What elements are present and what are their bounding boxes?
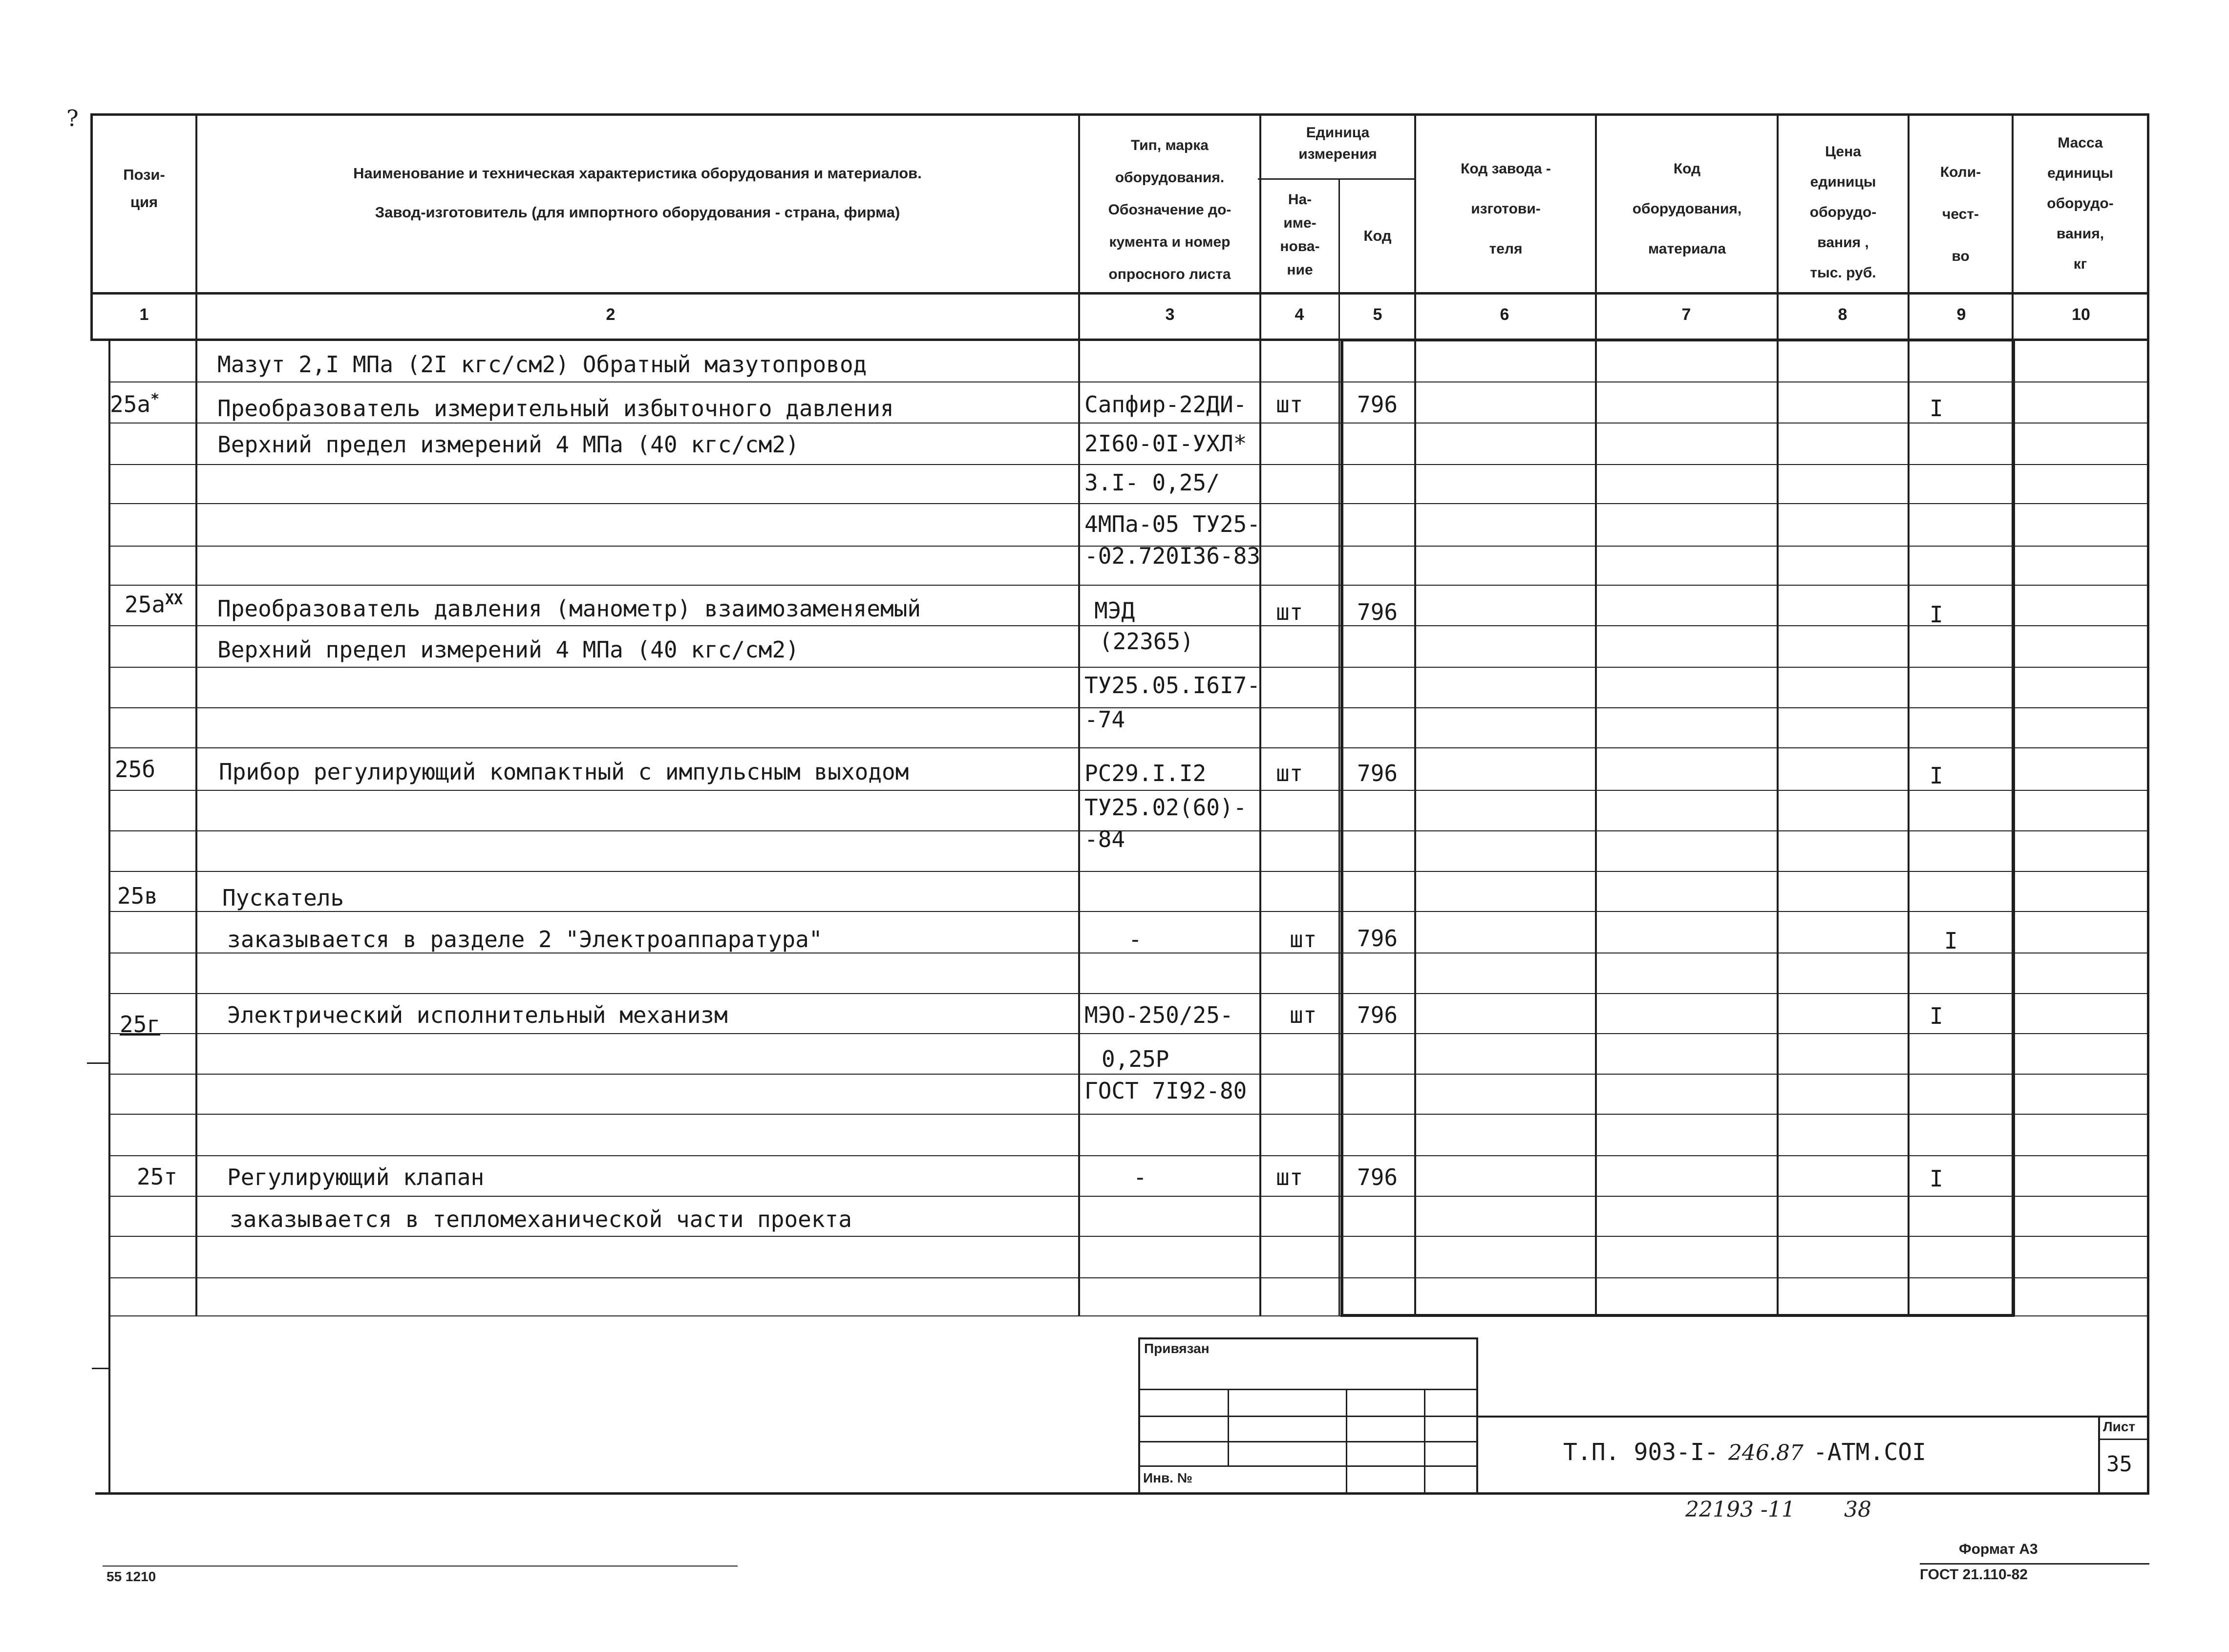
col-divider-3 [1259, 113, 1261, 1316]
sheet-label: Лист [2103, 1419, 2136, 1434]
item-name: Верхний предел измерений 4 МПа (40 кгс/см2) [217, 636, 799, 663]
item-type: -74 [1084, 706, 1125, 733]
col-number: 10 [2072, 305, 2090, 324]
item-unit-code: 796 [1357, 925, 1398, 952]
item-type: -02.720I36-83 [1084, 543, 1261, 569]
row-line [110, 1277, 2149, 1278]
col-divider-6 [1595, 113, 1597, 1316]
table-top-border [90, 113, 2149, 116]
header-equipment-line: Код [1673, 161, 1701, 177]
header-type-line: кумента и номер [1109, 234, 1231, 250]
corner-mark: ? [66, 105, 79, 131]
item-type: (22365) [1099, 628, 1194, 655]
col-number: 4 [1295, 305, 1304, 324]
col-divider-5 [1414, 113, 1416, 1316]
unit-group-divider [1258, 178, 1416, 180]
item-type: ГОСТ 7I92-80 [1084, 1078, 1247, 1104]
row-line [110, 1114, 2149, 1115]
col-divider-8 [1908, 113, 1910, 1316]
item-quantity: I [1930, 395, 1943, 422]
header-price-line: Цена [1825, 144, 1861, 160]
col-number: 2 [606, 305, 616, 324]
item-type: - [1128, 926, 1142, 953]
header-mass-line: оборудо- [2047, 195, 2114, 212]
item-type: 4МПа-05 ТУ25- [1084, 511, 1261, 537]
document-designation [1563, 1439, 1926, 1466]
doc-prefix: Т.П. 903-I- [1563, 1439, 1719, 1466]
position-25b: 25б [115, 756, 156, 783]
header-name [198, 154, 1077, 232]
position-label: 25а [125, 591, 166, 618]
col-number: 3 [1165, 305, 1175, 324]
item-unit-code: 796 [1357, 1164, 1398, 1190]
position-25t: 25т [137, 1164, 178, 1190]
stamp-line [1228, 1389, 1229, 1467]
header-unit-name-line: На- [1288, 191, 1312, 208]
header-position-line: Пози- [123, 166, 165, 183]
item-unit-code: 796 [1357, 599, 1398, 625]
position-label: 25а [110, 391, 151, 418]
position-25v: 25в [117, 883, 158, 909]
frame-left-line [90, 113, 93, 341]
sheet-box-line [2098, 1416, 2100, 1494]
privyazan-label: Привязан [1144, 1341, 1210, 1356]
position-25a-xx [125, 591, 183, 617]
header-equipment-code [1597, 149, 1777, 269]
header-unit-line: измерения [1298, 146, 1377, 162]
item-unit: шт [1276, 760, 1303, 786]
row-line [110, 830, 2149, 831]
item-quantity: I [1930, 1003, 1943, 1029]
header-type-line: Обозначение до- [1108, 202, 1231, 218]
item-name: Преобразователь давления (манометр) взаимозаменяемый [217, 595, 921, 622]
col-divider-4 [1338, 178, 1340, 1316]
item-unit-code: 796 [1357, 1002, 1398, 1028]
footer-line [1920, 1563, 2149, 1565]
stamp-line [1138, 1441, 1478, 1442]
stamp-line [1424, 1389, 1425, 1494]
item-quantity: I [1930, 762, 1943, 789]
item-type: Сапфир-22ДИ- [1084, 391, 1247, 418]
stamp-line [1138, 1389, 1478, 1390]
header-factory-code [1417, 149, 1595, 269]
position-mark: XX [165, 591, 183, 608]
gost-label: ГОСТ 21.110-82 [1920, 1567, 2028, 1583]
item-quantity: I [1930, 601, 1943, 628]
position-mark: * [150, 391, 160, 408]
row-line [110, 1196, 2149, 1197]
handwritten-number: 22193 -11 [1685, 1497, 1795, 1522]
item-name: Регулирующий клапан [227, 1164, 485, 1190]
row-line [110, 1033, 2149, 1034]
header-mass-line: кг [2073, 256, 2087, 272]
col-number: 9 [1956, 305, 1966, 324]
header-quantity [1910, 151, 2012, 277]
header-unit-name-line: нова- [1280, 238, 1320, 254]
handwritten-page: 38 [1844, 1497, 1871, 1522]
row-line [110, 625, 2149, 626]
header-price-line: вания , [1817, 234, 1869, 251]
header-position [93, 161, 195, 216]
header-price-line: единицы [1810, 174, 1876, 190]
row-line [110, 993, 2149, 994]
item-type: МЭО-250/25- [1084, 1002, 1233, 1028]
header-factory-line: Код завода - [1461, 161, 1551, 177]
item-type: 3.I- 0,25/ [1084, 469, 1220, 496]
header-name-line: Наименование и техническая характеристика оборудования и материалов. [353, 165, 922, 182]
margin-tick [92, 1368, 109, 1369]
item-type: ТУ25.05.I6I7- [1084, 672, 1261, 699]
header-equipment-line: материала [1648, 241, 1726, 257]
position-25g: 25г [120, 1011, 161, 1038]
item-unit: шт [1276, 1164, 1303, 1190]
footer-line-left [103, 1566, 738, 1567]
row-line [110, 747, 2149, 748]
position-25a [110, 391, 159, 417]
frame-bottom-line [95, 1492, 2149, 1495]
item-unit: шт [1290, 1002, 1317, 1028]
header-position-line: ция [130, 193, 158, 211]
row-line [110, 667, 2149, 668]
header-bottom-line [90, 292, 2149, 295]
item-quantity: I [1944, 928, 1958, 954]
row-line [110, 1074, 2149, 1075]
item-type: 2I60-0I-УХЛ* [1084, 430, 1247, 457]
item-type: МЭД [1094, 597, 1135, 624]
item-type: ТУ25.02(60)- [1084, 794, 1247, 821]
item-name: Прибор регулирующий компактный с импульсным выходом [219, 759, 909, 785]
stamp-line [1138, 1416, 1478, 1417]
header-quantity-line: во [1952, 248, 1970, 264]
header-price-line: тыс. руб. [1810, 265, 1876, 281]
col-number: 1 [139, 305, 149, 324]
row-line [110, 790, 2149, 791]
frame-right-line [2147, 113, 2149, 1495]
body-left-thick [1340, 339, 1343, 1316]
stamp-line [1138, 1337, 1140, 1494]
header-factory-line: изготови- [1471, 201, 1541, 217]
stamp-line [1346, 1389, 1347, 1494]
col-number: 7 [1681, 305, 1691, 324]
header-unit-name-line: ние [1287, 262, 1313, 278]
item-unit-code: 796 [1357, 391, 1398, 418]
frame-left-line-lower [108, 339, 110, 1494]
header-unit-group [1261, 122, 1414, 165]
header-equipment-line: оборудования, [1632, 201, 1742, 217]
header-type-line: Тип, марка [1131, 137, 1209, 153]
item-unit: шт [1276, 599, 1303, 625]
header-mass [2014, 128, 2147, 279]
stamp-line [1478, 1416, 2147, 1418]
body-bottom-thick [1340, 1314, 2015, 1317]
row-line [110, 585, 2149, 586]
item-name: Пускатель [222, 885, 344, 911]
header-type [1081, 129, 1259, 291]
inventory-number-label: Инв. № [1143, 1470, 1193, 1485]
col-divider-1 [195, 113, 197, 1316]
row-line [110, 871, 2149, 872]
item-name: Верхний предел измерений 4 МПа (40 кгс/см2) [217, 431, 799, 458]
sheet-number: 35 [2106, 1452, 2132, 1477]
item-name: Электрический исполнительный механизм [227, 1002, 728, 1028]
doc-suffix: -АТМ.СОI [1813, 1439, 1927, 1466]
item-name: Преобразователь измерительный избыточного давления [217, 395, 894, 422]
header-quantity-line: чест- [1942, 206, 1979, 222]
header-quantity-line: Коли- [1940, 164, 1981, 180]
header-unit-code: Код [1363, 227, 1392, 244]
item-type: -84 [1084, 826, 1125, 852]
item-name: заказывается в разделе 2 "Электроаппаратура" [227, 926, 823, 953]
sheet-box-line [2098, 1439, 2147, 1440]
stamp-line [1138, 1337, 1478, 1339]
item-type: РС29.I.I2 [1084, 760, 1207, 786]
col-divider-7 [1777, 113, 1779, 1316]
item-type: - [1133, 1164, 1147, 1190]
row-line [110, 464, 2149, 465]
item-name: заказывается в тепломеханической части проекта [230, 1206, 852, 1232]
body-right-thick [2012, 339, 2015, 1316]
section-title: Мазут 2,I МПа (2I кгс/см2) Обратный мазутопровод [217, 351, 867, 378]
row-line [110, 381, 2149, 382]
item-unit: шт [1290, 926, 1317, 953]
row-line [110, 423, 2149, 424]
row-line [110, 1155, 2149, 1156]
header-factory-line: теля [1489, 241, 1523, 257]
item-quantity: I [1930, 1165, 1943, 1192]
row-line [110, 707, 2149, 708]
format-label: Формат А3 [1959, 1541, 2038, 1557]
header-type-line: оборудования. [1115, 169, 1225, 186]
header-unit-line: Единица [1306, 125, 1370, 141]
col-number: 8 [1838, 305, 1847, 324]
header-price-line: оборудо- [1809, 204, 1877, 220]
margin-tick [87, 1062, 109, 1064]
item-unit-code: 796 [1357, 760, 1398, 786]
header-mass-line: единицы [2047, 165, 2113, 181]
item-unit: шт [1276, 391, 1303, 418]
header-unit-name [1261, 188, 1338, 282]
item-type: 0,25Р [1102, 1046, 1169, 1072]
header-price [1779, 137, 1908, 288]
header-unit-name-line: име- [1283, 215, 1316, 231]
row-line [110, 503, 2149, 504]
col-number: 6 [1500, 305, 1509, 324]
row-line [110, 1236, 2149, 1237]
doc-hand-number: 246.87 [1728, 1440, 1804, 1465]
stamp-line [1138, 1465, 1478, 1467]
header-type-line: опросного листа [1108, 266, 1231, 282]
header-name-line: Завод-изготовитель (для импортного оборудования - страна, фирма) [375, 204, 900, 221]
header-mass-line: Масса [2058, 135, 2103, 151]
col-divider-2 [1078, 113, 1080, 1316]
body-top-thick [1340, 339, 2015, 341]
col-number: 5 [1373, 305, 1382, 324]
header-mass-line: вания, [2056, 226, 2104, 242]
row-line [110, 911, 2149, 912]
form-code: 55 1210 [106, 1569, 156, 1584]
